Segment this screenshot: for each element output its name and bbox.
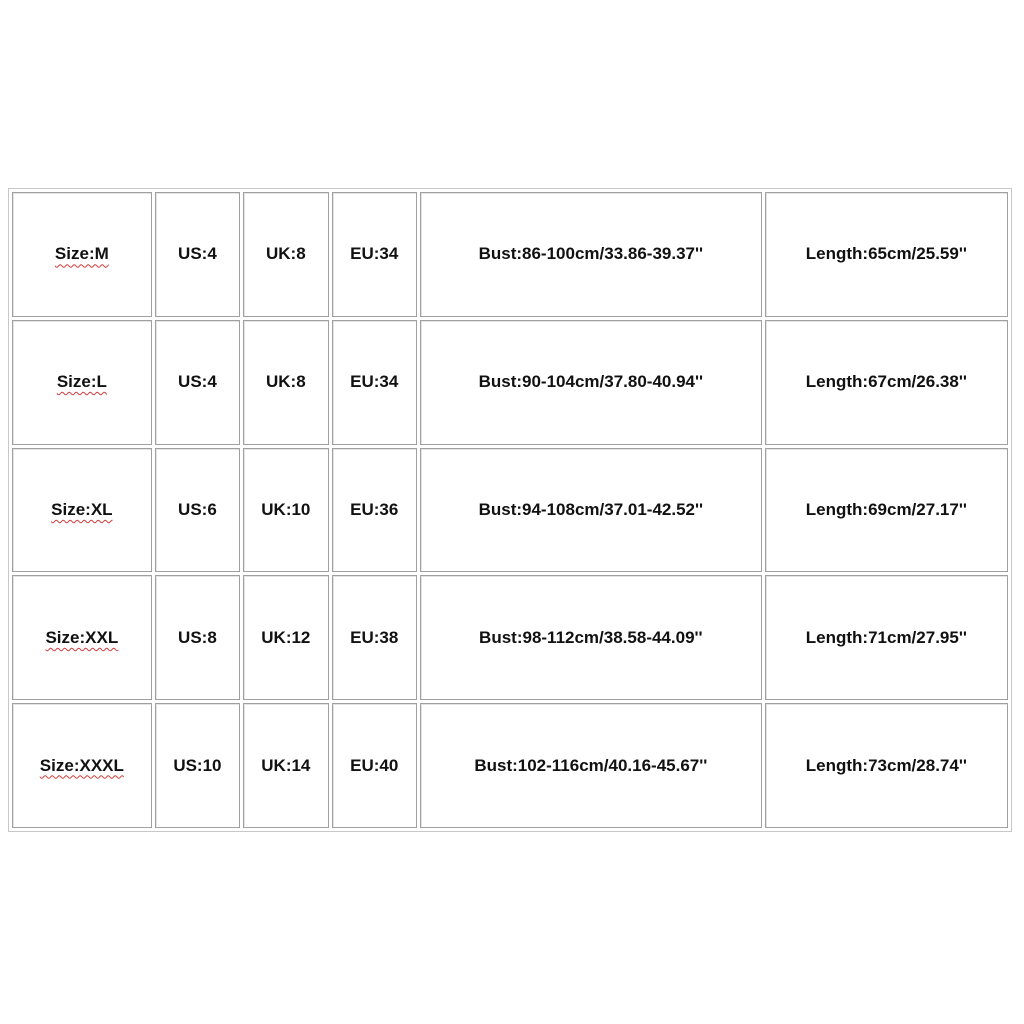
uk-size-cell: UK:12	[243, 575, 328, 700]
length-cell: Length:73cm/28.74''	[765, 703, 1008, 828]
us-size-cell: US:8	[155, 575, 240, 700]
table-row	[12, 575, 1008, 700]
size-label: Size:XXL	[45, 627, 119, 647]
eu-size-cell: EU:36	[332, 448, 417, 573]
table-row	[12, 192, 1008, 317]
uk-size-cell: UK:14	[243, 703, 328, 828]
bust-cell: Bust:98-112cm/38.58-44.09''	[420, 575, 762, 700]
size-cell	[12, 575, 152, 700]
size-cell	[12, 192, 152, 317]
us-size-cell: US:4	[155, 192, 240, 317]
table-row	[12, 703, 1008, 828]
eu-size-cell: EU:34	[332, 320, 417, 445]
eu-size-cell: EU:34	[332, 192, 417, 317]
us-size-cell: US:6	[155, 448, 240, 573]
eu-size-cell: EU:40	[332, 703, 417, 828]
bust-cell: Bust:86-100cm/33.86-39.37''	[420, 192, 762, 317]
length-cell: Length:71cm/27.95''	[765, 575, 1008, 700]
us-size-cell: US:10	[155, 703, 240, 828]
uk-size-cell: UK:8	[243, 192, 328, 317]
size-chart-body	[12, 192, 1008, 828]
length-cell: Length:65cm/25.59''	[765, 192, 1008, 317]
size-cell	[12, 320, 152, 445]
uk-size-cell: UK:10	[243, 448, 328, 573]
length-cell: Length:69cm/27.17''	[765, 448, 1008, 573]
size-label: Size:XXXL	[39, 755, 124, 775]
size-label: Size:M	[54, 244, 109, 264]
us-size-cell: US:4	[155, 320, 240, 445]
uk-size-cell: UK:8	[243, 320, 328, 445]
size-label: Size:L	[56, 372, 107, 392]
bust-cell: Bust:90-104cm/37.80-40.94''	[420, 320, 762, 445]
size-cell	[12, 448, 152, 573]
length-cell: Length:67cm/26.38''	[765, 320, 1008, 445]
table-row	[12, 448, 1008, 573]
table-row	[12, 320, 1008, 445]
size-label: Size:XL	[51, 499, 113, 519]
bust-cell: Bust:102-116cm/40.16-45.67''	[420, 703, 762, 828]
bust-cell: Bust:94-108cm/37.01-42.52''	[420, 448, 762, 573]
size-chart-table	[8, 188, 1012, 832]
eu-size-cell: EU:38	[332, 575, 417, 700]
size-cell	[12, 703, 152, 828]
